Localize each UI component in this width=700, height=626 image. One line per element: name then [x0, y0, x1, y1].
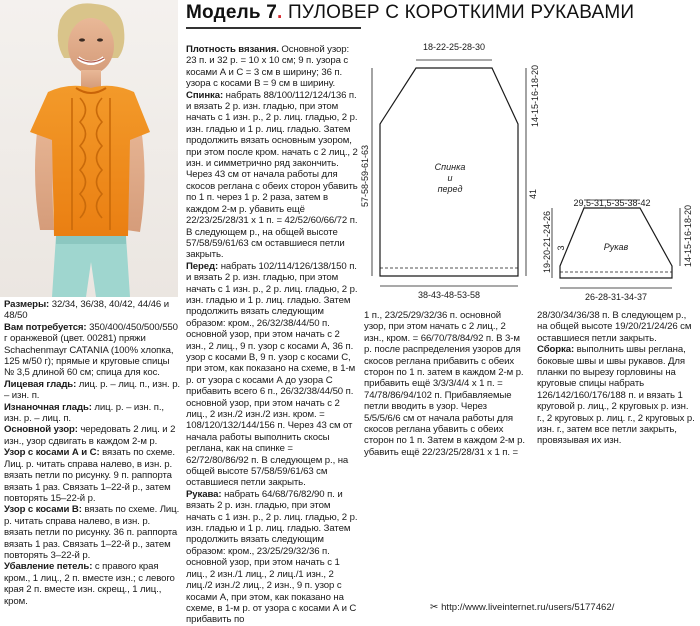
gauge-text: Основной узор: 23 п. и 32 р. = 10 х 10 см; 9 п. узора с косами А и С = 3 см в ширину; 36 п. узора с косами В = 9 см в ширину. — [186, 44, 350, 90]
cables-b-text: вязать по схеме. Лиц. р. читать справа налево, в изн. р. вязать петли по рисунку. 36 п. раппорта вязать 1 раз. Связать 1–22-й р., затем повторять 3–22-й р. — [4, 504, 180, 561]
gauge-label: Плотность вязания. — [186, 44, 279, 55]
front-label: Перед: — [186, 260, 219, 272]
body-width-dim: 38-43-48-53-58 — [417, 290, 481, 300]
cables-ac-label: Узор с косами А и С: — [4, 447, 100, 459]
main-pattern-label: Основной узор: — [4, 424, 78, 436]
right-text-column — [364, 310, 698, 458]
raglan-text: с правого края кром., 1 лиц., 2 п. вместе изн.; с левого края 2 п. вместе изн. скрещ., 1 лиц., кром. — [4, 561, 175, 607]
model-photo — [0, 0, 178, 297]
sleeve-left-dim: 19-20-21-24-26 — [542, 210, 552, 274]
sleeve-label: Рукав — [603, 242, 629, 252]
scissors-icon: ✂ — [430, 602, 439, 613]
back-label: Спинка: — [186, 89, 224, 101]
body-label-back: Спинка — [434, 162, 466, 172]
reverse-label: Изнаночная гладь: — [4, 401, 92, 413]
title-dot: . — [277, 2, 283, 23]
sleeve-right-dim: 14-15-16-18-20 — [683, 204, 693, 268]
sleeves-text: набрать 64/68/76/82/90 п. и вязать 2 р. изн. гладью, при этом начать с 1 изн. р., 2 р. лиц. гладью, 2 р. изн. гладью и 1 р. лиц. гладью. Затем продолжить вязать следующим образом: кром., 23/25/29/32/36 п. основной узор, при этом начать с 1 лиц., 2 изн./1 лиц., 2 лиц./1 изн., 2 лиц./2 изн./2 лиц., 2 изн., 9 п. узор с косами А, при этом, как показано на схеме, в 1-м р. от узора с косами А и С прибавить по — [186, 488, 358, 626]
page-title — [186, 2, 700, 28]
body-side-dim: 57-58-59-61-63 — [360, 144, 370, 208]
schema-drawing — [360, 36, 700, 306]
assembly-paragraph — [537, 344, 698, 447]
body-label-front: перед — [437, 184, 463, 194]
sleeves-label: Рукава: — [186, 488, 222, 500]
sleeve-width-dim: 26-28-31-34-37 — [584, 292, 648, 302]
assembly-text: выполнить швы реглана, боковые швы и швы рукавов. Для планки по вырезу горловины на круговые спицы набрать 126/142/160/176/188 п. и вязать 1 круговой р. лиц., 2 круговых р. изн. г., 2 круговых р. лиц. г., 2 круговых р. изн. г., затем все петли закрыть, провязывая их изн. — [537, 344, 695, 447]
reverse-paragraph — [4, 402, 180, 425]
body-top-dim: 18-22-25-28-30 — [422, 42, 486, 52]
source-footer — [430, 602, 614, 613]
front-text: набрать 102/114/126/138/150 п. и вязать 2 р. изн. гладью, при этом начать с 1 изн. р., 2 р. лиц. гладью, 2 р. изн. гладью и 1 р. лиц. гладью. Затем продолжить вязать следующим образом: кром., 26/32/38/44/50 п. основной узор, при этом начать с 2 изн., 2 лиц., 9 п. узор с косами А, 36 п. узор с косами В, 9 п. узор с косами С, при этом, как показано на схеме, в 1-м р. от узора с косами А до узора С прибавить всего 6 п., 26/32/38/44/50 п. основной узор, при этом начать с 2 лиц., 2 изн./2 изн./2 изн. кром. = 108/120/132/144/156 п. Через 43 см от начала работы выполнить скосы реглана, как на спинке = 62/72/80/86/92 п. В следующем р., на общей высоте 57/58/59/61/63 см оставшиеся петли закрыть. — [186, 260, 358, 489]
model-illustration — [0, 0, 178, 297]
cables-ac-text: вязать по схеме. Лиц. р. читать справа налево, в изн. р. вязать петли по рисунку. 9 п. раппорта вязать 1 раз. Связать 1–22-й р., затем повторять 15–22-й р. — [4, 447, 175, 504]
main-pattern-text: чередовать 2 лиц. и 2 изн., узор сдвигать в каждом 2-м р. — [4, 424, 176, 447]
stockinette-label: Лицевая гладь: — [4, 378, 77, 390]
body-raglan-start-dim: 41 — [528, 188, 538, 200]
left-text-column — [4, 299, 180, 607]
cables-b-label: Узор с косами В: — [4, 504, 82, 516]
back-text: набрать 88/100/112/124/136 п. и вязать 2 р. изн. гладью, при этом начать с 1 изн. р., 2 р. лиц. гладью, 2 р. изн. гладью и 1 р. лиц. гладью. Затем продолжить вязать основным узором, при этом после кром. начать с 2 лиц., 2 изн. и симметрично ряд закончить. Через 43 см от начала работы для скосов реглана с обеих сторон убавить по 1 п. через 1 р. 2 раза, затем в каждом 2-м р. убавить ещё 22/23/25/28/31 х 1 п. = 42/52/60/66/72 п. В следующем р., на общей высоте 57/58/59/61/63 см оставшиеся петли закрыть. — [186, 89, 358, 261]
materials-text: 350/400/450/500/550 г оранжевой (цвет. 00281) пряжи Schachenmayr CATANIA (100% хлопка, 125 м/50 г); прямые и круговые спицы № 3,5 длиной 60 см; спица для кос. — [4, 321, 178, 379]
gauge-paragraph — [186, 44, 358, 90]
sleeve-top-dim: 29,5-31,5-35-38-42 — [573, 198, 651, 208]
body-outline — [380, 68, 518, 276]
source-url[interactable]: http://www.liveinternet.ru/users/5177462/ — [441, 602, 615, 613]
reverse-text: лиц. р. – изн. п., изн. р. – лиц. п. — [4, 401, 164, 425]
front-paragraph — [186, 261, 358, 489]
body-label-and: и — [447, 173, 453, 183]
materials-paragraph — [4, 322, 180, 379]
materials-label: Вам потребуется: — [4, 321, 87, 333]
garment-name: ПУЛОВЕР С КОРОТКИМИ РУКАВАМИ — [287, 2, 635, 23]
raglan-paragraph — [4, 561, 180, 607]
pattern-schema — [360, 36, 700, 306]
title-underline — [186, 27, 361, 29]
assembly-label: Сборка: — [537, 344, 575, 356]
model-number: Модель 7 — [186, 2, 278, 23]
sizes-label: Размеры: — [4, 299, 50, 310]
stockinette-text: лиц. р. – лиц. п., изн. р. – изн. п. — [4, 378, 180, 402]
cables-b-paragraph — [4, 504, 180, 561]
body-raglan-dim: 14-15-16-18-20 — [530, 64, 540, 128]
sleeve-cuff-dim: 3 — [556, 245, 566, 251]
raglan-label: Убавление петель: — [4, 561, 93, 573]
middle-text-column — [186, 44, 358, 626]
sleeves-paragraph — [186, 489, 358, 626]
back-paragraph — [186, 90, 358, 261]
sizes-text: 32/34, 36/38, 40/42, 44/46 и 48/50 — [4, 299, 169, 322]
sizes-paragraph — [4, 299, 180, 322]
cables-ac-paragraph — [4, 447, 180, 504]
main-pattern-paragraph — [4, 424, 180, 447]
stockinette-paragraph — [4, 379, 180, 402]
sleeves-cont-text: 1 п., 23/25/29/32/36 п. основной узор, при этом начать с 2 лиц., 2 изн., кром. = 66/70/78/84/92 п. В 3-м р. после распределения узоров для скосов реглана прибавить с обеих сторон по 1 п. затем в каждом 2-м р. прибавить ещё 3/3/3/4/4 х 1 п. = 74/78/86/94/102 п. Прибавляемые петли вводить в узор. Через 5/5/5/6/6 см от начала работы для скосов реглана убавить с обеих сторон по 1 п. Затем в каждом 2-м р. убавить ещё 22/23/25/28/31 х 1 п. = 28/30/34/36/38 п. В следующем р., на общей высоте 19/20/21/24/26 см оставшиеся петли закрыть. — [364, 310, 692, 458]
